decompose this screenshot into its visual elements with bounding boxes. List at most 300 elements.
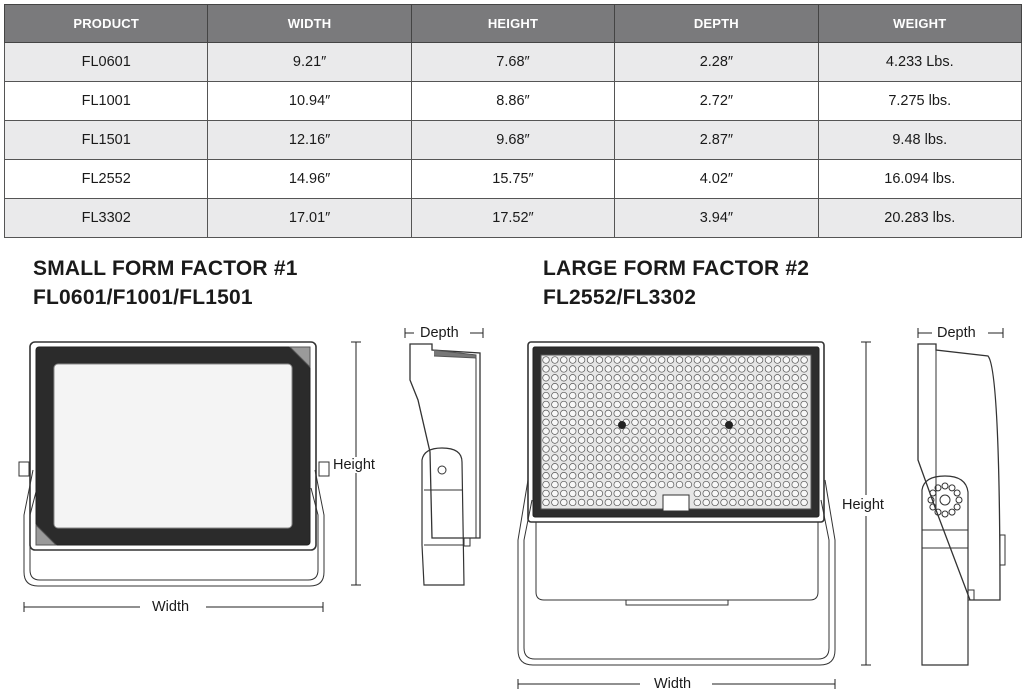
led-lens xyxy=(632,490,639,497)
led-lens xyxy=(739,464,746,471)
led-lens xyxy=(614,366,621,373)
led-lens xyxy=(658,410,665,417)
led-lens xyxy=(561,428,568,435)
led-lens xyxy=(650,499,657,506)
led-lens xyxy=(543,357,550,364)
cell-depth: 2.87″ xyxy=(615,121,818,160)
led-lens xyxy=(694,419,701,426)
led-lens xyxy=(801,366,808,373)
led-lens xyxy=(623,455,630,462)
led-lens xyxy=(703,401,710,408)
led-lens xyxy=(578,464,585,471)
led-lens xyxy=(596,446,603,453)
led-lens xyxy=(587,357,594,364)
led-lens xyxy=(667,446,674,453)
led-lens xyxy=(667,455,674,462)
led-lens xyxy=(552,472,559,479)
led-lens xyxy=(596,481,603,488)
led-lens xyxy=(614,437,621,444)
led-lens xyxy=(578,446,585,453)
led-lens xyxy=(685,446,692,453)
led-lens xyxy=(641,419,648,426)
led-lens xyxy=(694,392,701,399)
led-lens xyxy=(703,499,710,506)
led-lens xyxy=(712,428,719,435)
led-lens xyxy=(676,428,683,435)
led-lens xyxy=(667,375,674,382)
led-lens xyxy=(792,455,799,462)
sensor-dot xyxy=(726,422,733,429)
led-lens xyxy=(756,490,763,497)
led-lens xyxy=(747,366,754,373)
led-lens xyxy=(552,366,559,373)
led-lens xyxy=(587,375,594,382)
led-lens xyxy=(569,481,576,488)
led-lens xyxy=(623,401,630,408)
led-lens xyxy=(747,392,754,399)
col-header-height: HEIGHT xyxy=(411,5,614,43)
cell-product: FL2552 xyxy=(5,160,208,199)
led-lens xyxy=(756,446,763,453)
led-lens xyxy=(552,383,559,390)
led-lens xyxy=(632,419,639,426)
led-lens xyxy=(721,410,728,417)
led-lens xyxy=(739,481,746,488)
led-lens xyxy=(783,428,790,435)
led-lens xyxy=(747,464,754,471)
led-lens xyxy=(747,446,754,453)
led-lens xyxy=(543,366,550,373)
led-lens xyxy=(756,464,763,471)
bolt-ring xyxy=(928,483,962,517)
led-lens xyxy=(703,437,710,444)
led-lens xyxy=(552,401,559,408)
led-lens xyxy=(552,375,559,382)
led-lens xyxy=(730,428,737,435)
led-lens xyxy=(641,410,648,417)
led-lens xyxy=(765,419,772,426)
led-lens xyxy=(774,481,781,488)
led-lens xyxy=(569,490,576,497)
led-lens xyxy=(801,437,808,444)
led-lens xyxy=(685,401,692,408)
led-lens xyxy=(712,446,719,453)
led-lens xyxy=(658,401,665,408)
led-lens xyxy=(596,490,603,497)
led-lens xyxy=(685,410,692,417)
small-form-models: FL0601/F1001/FL1501 xyxy=(33,286,253,309)
cell-depth: 4.02″ xyxy=(615,160,818,199)
led-lens xyxy=(658,446,665,453)
cell-width: 14.96″ xyxy=(208,160,411,199)
led-lens xyxy=(667,410,674,417)
large-form-title: LARGE FORM FACTOR #2 xyxy=(543,257,810,280)
led-lens xyxy=(747,437,754,444)
led-lens xyxy=(561,499,568,506)
led-lens xyxy=(801,419,808,426)
led-lens xyxy=(650,472,657,479)
led-lens xyxy=(650,410,657,417)
led-lens xyxy=(765,392,772,399)
led-lens xyxy=(641,490,648,497)
cell-width: 9.21″ xyxy=(208,43,411,82)
led-lens xyxy=(569,392,576,399)
led-lens xyxy=(552,437,559,444)
led-lens xyxy=(632,366,639,373)
led-lens xyxy=(730,455,737,462)
led-lens xyxy=(774,446,781,453)
led-lens xyxy=(650,428,657,435)
led-lens xyxy=(650,419,657,426)
led-lens xyxy=(765,357,772,364)
led-lens xyxy=(792,401,799,408)
led-lens xyxy=(614,481,621,488)
led-lens xyxy=(712,410,719,417)
led-lens xyxy=(792,366,799,373)
led-lens xyxy=(730,383,737,390)
led-lens xyxy=(721,375,728,382)
led-lens xyxy=(694,499,701,506)
led-lens xyxy=(605,446,612,453)
led-lens xyxy=(552,446,559,453)
led-lens xyxy=(658,437,665,444)
led-lens xyxy=(703,481,710,488)
led-lens xyxy=(703,490,710,497)
led-lens xyxy=(632,410,639,417)
led-lens xyxy=(650,401,657,408)
large-form-models: FL2552/FL3302 xyxy=(543,286,697,309)
led-lens xyxy=(641,481,648,488)
led-lens xyxy=(739,446,746,453)
led-lens xyxy=(694,357,701,364)
led-lens xyxy=(703,446,710,453)
led-lens xyxy=(703,410,710,417)
led-lens xyxy=(712,455,719,462)
led-lens xyxy=(578,472,585,479)
led-lens xyxy=(658,472,665,479)
cell-product: FL0601 xyxy=(5,43,208,82)
led-lens xyxy=(578,392,585,399)
led-lens xyxy=(552,499,559,506)
led-lens xyxy=(676,464,683,471)
led-lens xyxy=(569,383,576,390)
led-lens xyxy=(587,455,594,462)
led-lens xyxy=(721,472,728,479)
led-lens xyxy=(623,499,630,506)
led-lens xyxy=(587,446,594,453)
led-lens xyxy=(792,383,799,390)
led-lens xyxy=(756,392,763,399)
large-depth-label: Depth xyxy=(937,325,976,341)
led-lens xyxy=(596,357,603,364)
cell-product: FL1501 xyxy=(5,121,208,160)
led-lens xyxy=(783,419,790,426)
led-lens xyxy=(712,481,719,488)
large-form-side-view xyxy=(918,344,1005,665)
led-lens xyxy=(801,464,808,471)
led-lens xyxy=(676,410,683,417)
led-lens xyxy=(667,383,674,390)
led-lens xyxy=(730,490,737,497)
led-lens xyxy=(578,428,585,435)
led-lens xyxy=(783,366,790,373)
led-lens xyxy=(650,455,657,462)
cell-width: 10.94″ xyxy=(208,82,411,121)
led-lens xyxy=(676,383,683,390)
led-lens xyxy=(712,464,719,471)
led-lens xyxy=(552,392,559,399)
led-lens xyxy=(703,419,710,426)
led-lens xyxy=(739,499,746,506)
led-lens xyxy=(578,490,585,497)
led-lens xyxy=(650,375,657,382)
led-lens xyxy=(765,446,772,453)
led-lens xyxy=(658,375,665,382)
led-lens xyxy=(614,490,621,497)
led-lens xyxy=(614,472,621,479)
led-lens xyxy=(730,499,737,506)
cell-weight: 9.48 lbs. xyxy=(818,121,1021,160)
led-lens xyxy=(623,446,630,453)
led-lens xyxy=(783,499,790,506)
led-lens xyxy=(703,464,710,471)
led-lens xyxy=(730,464,737,471)
led-lens xyxy=(774,490,781,497)
led-lens xyxy=(792,499,799,506)
led-lens xyxy=(552,428,559,435)
led-lens xyxy=(730,357,737,364)
led-lens xyxy=(614,446,621,453)
led-lens xyxy=(694,455,701,462)
led-lens xyxy=(703,455,710,462)
led-lens xyxy=(712,490,719,497)
led-lens xyxy=(578,375,585,382)
led-lens xyxy=(596,472,603,479)
led-lens xyxy=(676,437,683,444)
led-lens xyxy=(721,481,728,488)
led-lens xyxy=(792,428,799,435)
led-lens xyxy=(676,366,683,373)
led-lens xyxy=(703,428,710,435)
led-lens xyxy=(561,375,568,382)
led-lens xyxy=(605,366,612,373)
led-lens xyxy=(694,366,701,373)
led-lens xyxy=(712,383,719,390)
led-lens xyxy=(739,401,746,408)
led-lens xyxy=(623,357,630,364)
led-lens xyxy=(721,401,728,408)
led-lens xyxy=(703,357,710,364)
led-lens xyxy=(578,383,585,390)
led-lens xyxy=(756,401,763,408)
led-lens xyxy=(650,481,657,488)
led-lens xyxy=(641,455,648,462)
led-lens xyxy=(543,401,550,408)
led-lens xyxy=(685,419,692,426)
led-lens xyxy=(561,366,568,373)
led-lens xyxy=(623,366,630,373)
led-lens xyxy=(765,410,772,417)
led-lens xyxy=(783,375,790,382)
led-lens xyxy=(801,481,808,488)
led-lens xyxy=(623,428,630,435)
led-lens xyxy=(756,428,763,435)
led-lens xyxy=(596,383,603,390)
led-lens xyxy=(561,357,568,364)
led-lens xyxy=(543,419,550,426)
bolt-hole xyxy=(949,509,955,515)
led-lens xyxy=(605,392,612,399)
led-lens xyxy=(605,410,612,417)
led-lens xyxy=(658,383,665,390)
led-lens xyxy=(561,481,568,488)
led-lens xyxy=(712,499,719,506)
led-lens xyxy=(641,472,648,479)
bolt-hole xyxy=(942,511,948,517)
led-lens xyxy=(712,375,719,382)
led-lens xyxy=(552,490,559,497)
led-lens xyxy=(685,375,692,382)
led-lens xyxy=(792,472,799,479)
led-lens xyxy=(739,357,746,364)
led-lens xyxy=(543,428,550,435)
cell-weight: 16.094 lbs. xyxy=(818,160,1021,199)
led-lens xyxy=(658,481,665,488)
led-lens xyxy=(694,481,701,488)
led-lens xyxy=(605,464,612,471)
led-lens xyxy=(747,481,754,488)
led-lens xyxy=(632,499,639,506)
led-lens xyxy=(747,375,754,382)
led-lens xyxy=(569,428,576,435)
led-lens xyxy=(605,375,612,382)
led-lens xyxy=(632,428,639,435)
led-lens xyxy=(614,428,621,435)
led-lens xyxy=(667,428,674,435)
led-lens xyxy=(623,383,630,390)
led-lens xyxy=(632,401,639,408)
led-lens xyxy=(694,472,701,479)
led-lens xyxy=(739,419,746,426)
led-lens xyxy=(685,357,692,364)
led-lens xyxy=(730,366,737,373)
led-lens xyxy=(676,481,683,488)
led-lens xyxy=(712,472,719,479)
led-lens xyxy=(658,392,665,399)
led-lens xyxy=(721,357,728,364)
led-lens xyxy=(801,490,808,497)
bolt-hole xyxy=(954,490,960,496)
led-lens xyxy=(721,437,728,444)
led-lens xyxy=(587,481,594,488)
led-lens xyxy=(685,472,692,479)
led-lens xyxy=(569,446,576,453)
led-lens xyxy=(730,375,737,382)
led-lens xyxy=(561,437,568,444)
led-lens xyxy=(774,383,781,390)
led-lens xyxy=(641,366,648,373)
led-lens xyxy=(783,357,790,364)
led-lens xyxy=(605,419,612,426)
led-lens xyxy=(721,428,728,435)
led-lens xyxy=(676,472,683,479)
led-lens xyxy=(632,446,639,453)
led-lens xyxy=(614,357,621,364)
led-lens xyxy=(756,499,763,506)
led-lens xyxy=(543,464,550,471)
cell-product: FL1001 xyxy=(5,82,208,121)
cell-weight: 7.275 lbs. xyxy=(818,82,1021,121)
led-lens xyxy=(765,481,772,488)
led-lens xyxy=(712,392,719,399)
led-lens xyxy=(596,392,603,399)
led-lens xyxy=(596,437,603,444)
led-lens xyxy=(605,401,612,408)
led-lens xyxy=(605,455,612,462)
led-lens xyxy=(596,410,603,417)
led-lens xyxy=(623,490,630,497)
led-lens xyxy=(641,357,648,364)
led-lens xyxy=(632,383,639,390)
bolt-hole xyxy=(942,483,948,489)
led-lens xyxy=(756,383,763,390)
led-lens xyxy=(614,383,621,390)
led-lens xyxy=(774,455,781,462)
led-lens xyxy=(712,437,719,444)
led-lens xyxy=(658,464,665,471)
led-lens xyxy=(739,437,746,444)
led-lens xyxy=(587,366,594,373)
led-lens xyxy=(756,375,763,382)
led-lens xyxy=(676,357,683,364)
led-lens xyxy=(694,437,701,444)
led-lens xyxy=(774,472,781,479)
led-lens xyxy=(765,490,772,497)
led-lens xyxy=(756,410,763,417)
col-header-product: PRODUCT xyxy=(5,5,208,43)
led-lens xyxy=(685,464,692,471)
led-lens xyxy=(561,455,568,462)
led-lens xyxy=(703,472,710,479)
led-lens xyxy=(561,419,568,426)
led-lens xyxy=(623,472,630,479)
led-lens xyxy=(667,481,674,488)
led-lens xyxy=(605,499,612,506)
led-lens xyxy=(721,464,728,471)
led-lens xyxy=(774,499,781,506)
led-lens xyxy=(543,499,550,506)
led-lens xyxy=(650,464,657,471)
led-lens xyxy=(703,392,710,399)
led-lens xyxy=(747,428,754,435)
led-lens xyxy=(765,401,772,408)
led-lens xyxy=(730,401,737,408)
led-lens xyxy=(641,464,648,471)
led-lens xyxy=(667,419,674,426)
led-lens xyxy=(676,419,683,426)
led-lens xyxy=(801,499,808,506)
led-lens xyxy=(783,383,790,390)
led-lens xyxy=(685,392,692,399)
led-lens xyxy=(561,410,568,417)
led-lens xyxy=(641,375,648,382)
col-header-weight: WEIGHT xyxy=(818,5,1021,43)
led-lens xyxy=(792,464,799,471)
led-lens xyxy=(730,437,737,444)
led-lens xyxy=(667,401,674,408)
led-lens xyxy=(730,392,737,399)
led-lens xyxy=(587,401,594,408)
